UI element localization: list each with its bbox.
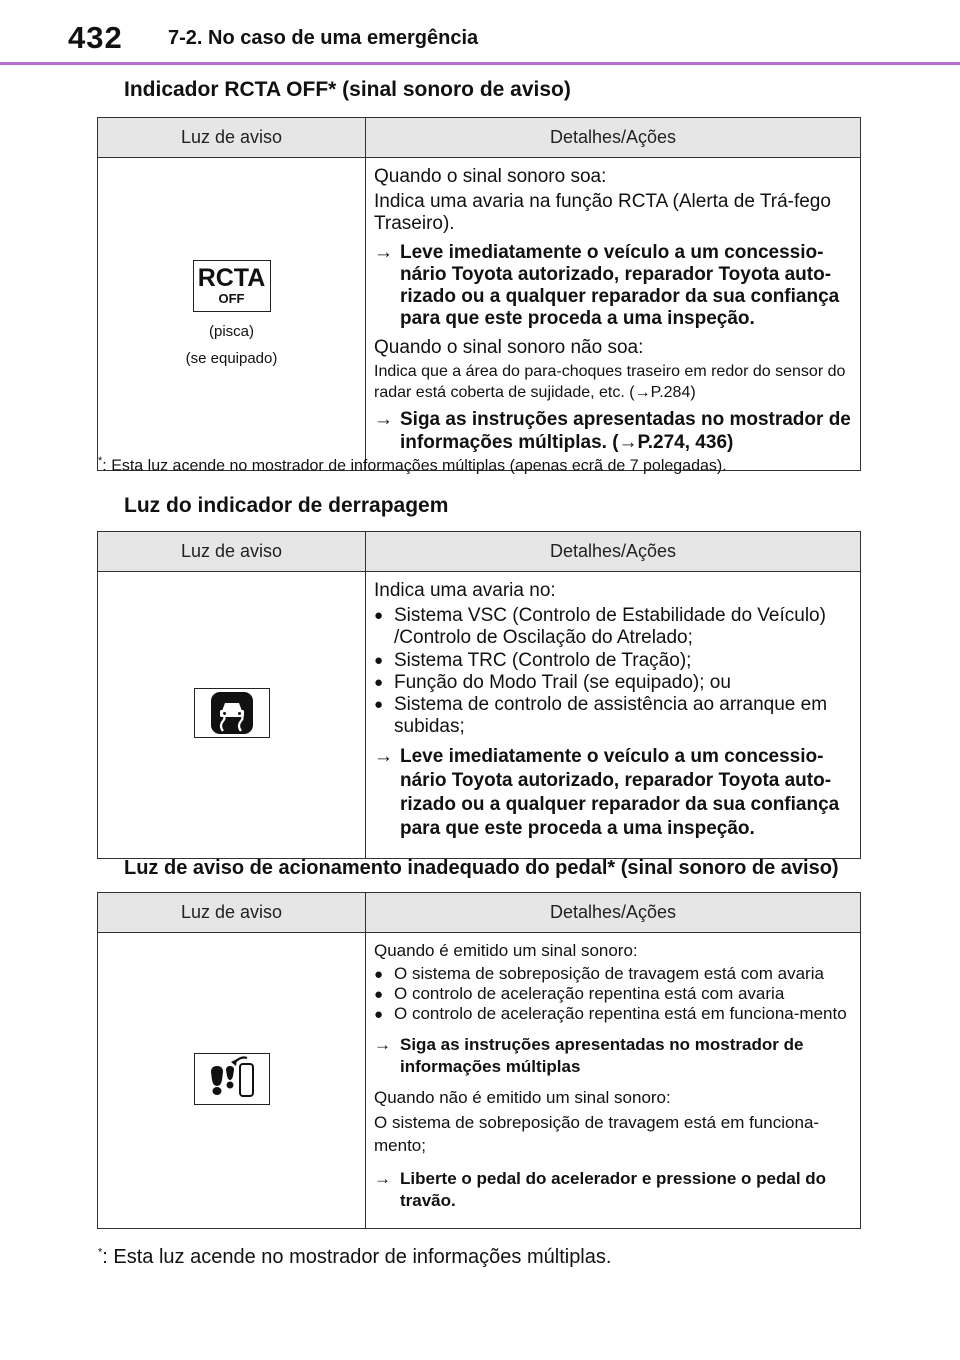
icon-cell bbox=[98, 572, 366, 859]
list-item: ● Função do Modo Trail (se equipado); ou bbox=[374, 671, 731, 693]
detail-text: Quando o sinal sonoro soa: bbox=[374, 166, 607, 187]
col-header-warning-light: Luz de aviso bbox=[98, 118, 366, 158]
bullet-icon: ● bbox=[374, 965, 384, 983]
rcta-table bbox=[97, 117, 861, 471]
detail-text: Indica uma avaria na função RCTA (Alerta de Trá-fego Traseiro). bbox=[374, 191, 831, 235]
detail-text: Indica que a área do para-choques traseiro em redor do sensor do radar está coberta de sujidade, etc. (→P.284) bbox=[374, 362, 846, 401]
icon-caption-equipped: (se equipado) bbox=[185, 350, 278, 368]
list-item: ● O controlo de aceleração repentina está com avaria bbox=[374, 983, 785, 1003]
header-divider bbox=[0, 62, 960, 65]
icon-cell bbox=[98, 933, 366, 1229]
detail-text: Quando não é emitido um sinal sonoro: bbox=[374, 1087, 671, 1107]
arrow-icon: → bbox=[374, 241, 393, 263]
list-item: ● O sistema de sobreposição de travagem está com avaria bbox=[374, 963, 824, 983]
page-header bbox=[0, 0, 960, 66]
chapter-title: 7-2. No caso de uma emergência bbox=[168, 27, 479, 49]
footnote: *: Esta luz acende no mostrador de informações múltiplas (apenas ecrã de 7 polegadas). bbox=[98, 455, 727, 475]
detail-text: Quando é emitido um sinal sonoro: bbox=[374, 941, 638, 960]
table-header-row bbox=[98, 118, 861, 158]
table-row bbox=[98, 572, 861, 859]
section-title-pedal: Luz de aviso de acionamento inadequado do pedal* (sinal sonoro de aviso) bbox=[124, 857, 839, 879]
details-cell bbox=[366, 572, 861, 859]
action-item: → Leve imediatamente o veículo a um concessio-nário Toyota autorizado, reparador Toyota auto-rizado ou a qualquer reparador da sua confiança para que este proceda a uma inspeção. bbox=[374, 241, 840, 330]
page-number: 432 bbox=[68, 20, 123, 55]
detail-text: O sistema de sobreposição de travagem está em funciona-mento; bbox=[374, 1112, 820, 1156]
action-item: → Liberte o pedal do acelerador e pressione o pedal do travão. bbox=[374, 1168, 856, 1212]
col-header-warning-light: Luz de aviso bbox=[98, 532, 366, 572]
details-cell bbox=[366, 158, 861, 471]
col-header-details: Detalhes/Ações bbox=[366, 532, 861, 572]
icon-caption-blink: (pisca) bbox=[208, 323, 254, 341]
icon-cell bbox=[98, 158, 366, 471]
table-row bbox=[98, 158, 861, 471]
list-item: ● Sistema de controlo de assistência ao arranque em subidas; bbox=[374, 694, 828, 738]
details-cell bbox=[366, 933, 861, 1229]
col-header-details: Detalhes/Ações bbox=[366, 118, 861, 158]
pedal-table bbox=[97, 892, 861, 1229]
arrow-icon: → bbox=[374, 1169, 391, 1189]
bullet-icon: ● bbox=[374, 607, 384, 625]
bullet-icon: ● bbox=[374, 651, 384, 669]
table-row bbox=[98, 933, 861, 1229]
action-item: → Leve imediatamente o veículo a um concessio-nário Toyota autorizado, reparador Toyota auto-rizado ou a qualquer reparador da sua confiança para que este proceda a uma inspeção. bbox=[374, 745, 856, 842]
col-header-warning-light: Luz de aviso bbox=[98, 893, 366, 933]
arrow-icon: → bbox=[374, 409, 393, 431]
section-title-slip: Luz do indicador de derrapagem bbox=[124, 494, 449, 517]
detail-text: Indica uma avaria no: bbox=[374, 580, 556, 601]
list-item: ● Sistema VSC (Controlo de Estabilidade do Veículo) /Controlo de Oscilação do Atrelado; bbox=[374, 605, 826, 649]
slip-indicator-icon bbox=[194, 688, 270, 738]
list-item: ● Sistema TRC (Controlo de Tração); bbox=[374, 649, 692, 671]
bullet-icon: ● bbox=[374, 696, 384, 714]
action-item: → Siga as instruções apresentadas no mostrador de informações múltiplas. (→P.274, 436) bbox=[374, 409, 851, 453]
pedal-misoperation-icon bbox=[194, 1053, 270, 1105]
rcta-off-icon: RCTA OFF bbox=[193, 260, 271, 312]
slip-table bbox=[97, 531, 861, 859]
table-header-row bbox=[98, 532, 861, 572]
table-header-row bbox=[98, 893, 861, 933]
section-title-rcta: Indicador RCTA OFF* (sinal sonoro de aviso) bbox=[124, 78, 571, 101]
bullet-icon: ● bbox=[374, 985, 384, 1003]
footnote: *: Esta luz acende no mostrador de informações múltiplas. bbox=[98, 1246, 612, 1268]
list-item: ● O controlo de aceleração repentina está em funciona-mento bbox=[374, 1003, 847, 1023]
action-item: → Siga as instruções apresentadas no mostrador de informações múltiplas bbox=[374, 1034, 856, 1078]
arrow-icon: → bbox=[374, 745, 393, 767]
col-header-details: Detalhes/Ações bbox=[366, 893, 861, 933]
bullet-icon: ● bbox=[374, 673, 384, 691]
arrow-icon: → bbox=[374, 1034, 391, 1054]
detail-text: Quando o sinal sonoro não soa: bbox=[374, 336, 644, 358]
bullet-icon: ● bbox=[374, 1005, 384, 1023]
